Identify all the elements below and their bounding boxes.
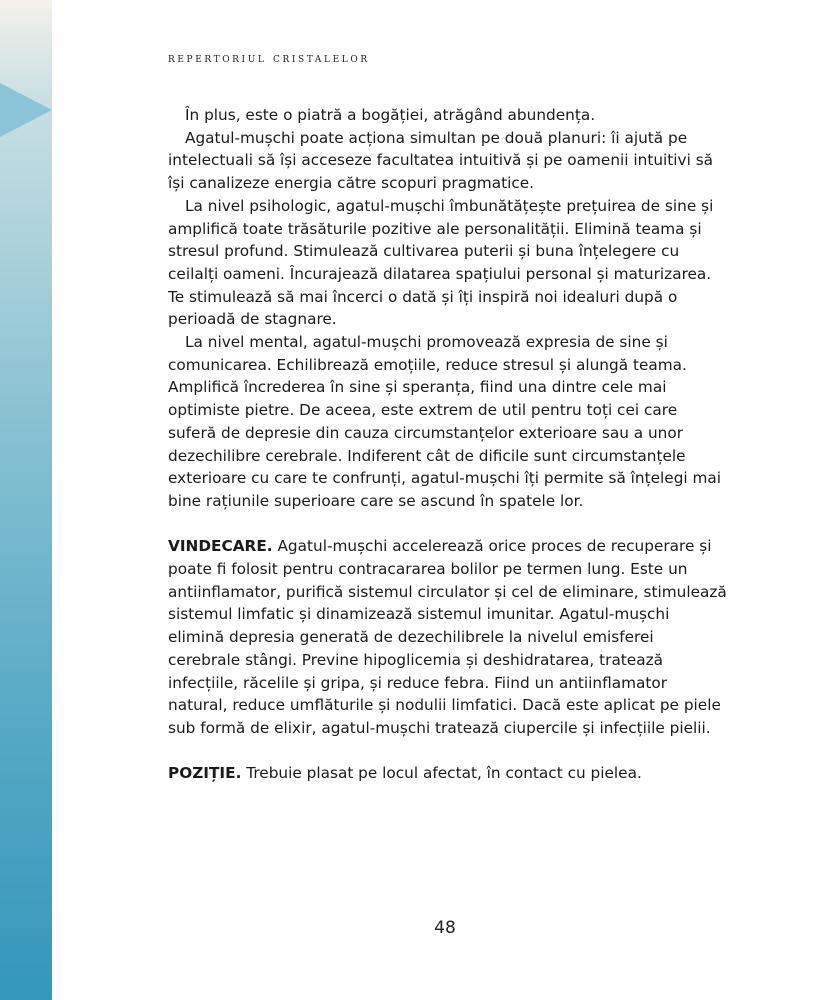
page-number: 48 xyxy=(434,918,456,938)
running-header: repertoriul cristalelor xyxy=(168,50,370,65)
side-color-bar xyxy=(0,0,52,1000)
healing-section xyxy=(168,535,728,739)
arrow-marker-icon xyxy=(0,83,52,137)
paragraph: Agatul-mușchi poate acționa simultan pe două planuri: îi ajută pe intelectuali să își acceseze facultatea intuitivă și pe oamenii intuitivi să își canalizeze energia către scopuri pragmatice. xyxy=(168,128,714,193)
position-text: Trebuie plasat pe locul afectat, în contact cu pielea. xyxy=(241,764,642,783)
paragraph: În plus, este o piatră a bogăției, atrăgând abundența. xyxy=(185,106,596,124)
paragraph: La nivel mental, agatul-mușchi promovează expresia de sine și comunicarea. Echilibrează emoțiile, reduce stresul și alungă teama. Amplifică încrederea în sine și speranța, fiind una dintre cele mai optimiste pietre. De aceea, este extrem de util pentru toți cei care suferă de depresie din cauza circumstanțelor exterioare sau a unor dezechilibre cerebrale. Indiferent cât de dificile sunt circumstanțele exterioare cu care te confrunți, agatul-mușchi îți permite să înțelegi mai bine rațiunile superioare care se ascund în spatele lor. xyxy=(168,333,722,510)
position-label: POZIȚIE. xyxy=(168,764,242,783)
paragraph: La nivel psihologic, agatul-mușchi îmbunătățește prețuirea de sine și amplifică toate trăsăturile pozitive ale personalității. Elimină teama și stresul profund. Stimulează cultivarea puterii și buna înțelegere cu ceilalți oameni. Încurajează dilatarea spațiului personal și maturizarea. Te stimulează să mai încerci o dată și îți inspiră noi idealuri după o perioadă de stagnare. xyxy=(168,196,714,329)
body-text xyxy=(168,104,728,785)
healing-text: Agatul-mușchi accelerează orice proces de recuperare și poate fi folosit pentru contracararea bolilor pe termen lung. Este un antiinflamator, purifică sistemul circulator și cel de eliminare, stimulează sistemul limfatic și dinamizează sistemul imunitar. Agatul-mușchi elimină depresia generată de dezechilibrele la nivelul emisferei cerebrale stângi. Previne hipoglicemia și deshidratarea, tratează infecțiile, răcelile și gripa, și reduce febra. Fiind un antiinflamator natural, reduce umflăturile și nodulii limfatici. Dacă este aplicat pe piele sub formă de elixir, agatul-mușchi tratează ciupercile și infecțiile pielii. xyxy=(168,537,727,737)
position-section xyxy=(168,762,728,785)
healing-label: VINDECARE. xyxy=(168,537,273,556)
